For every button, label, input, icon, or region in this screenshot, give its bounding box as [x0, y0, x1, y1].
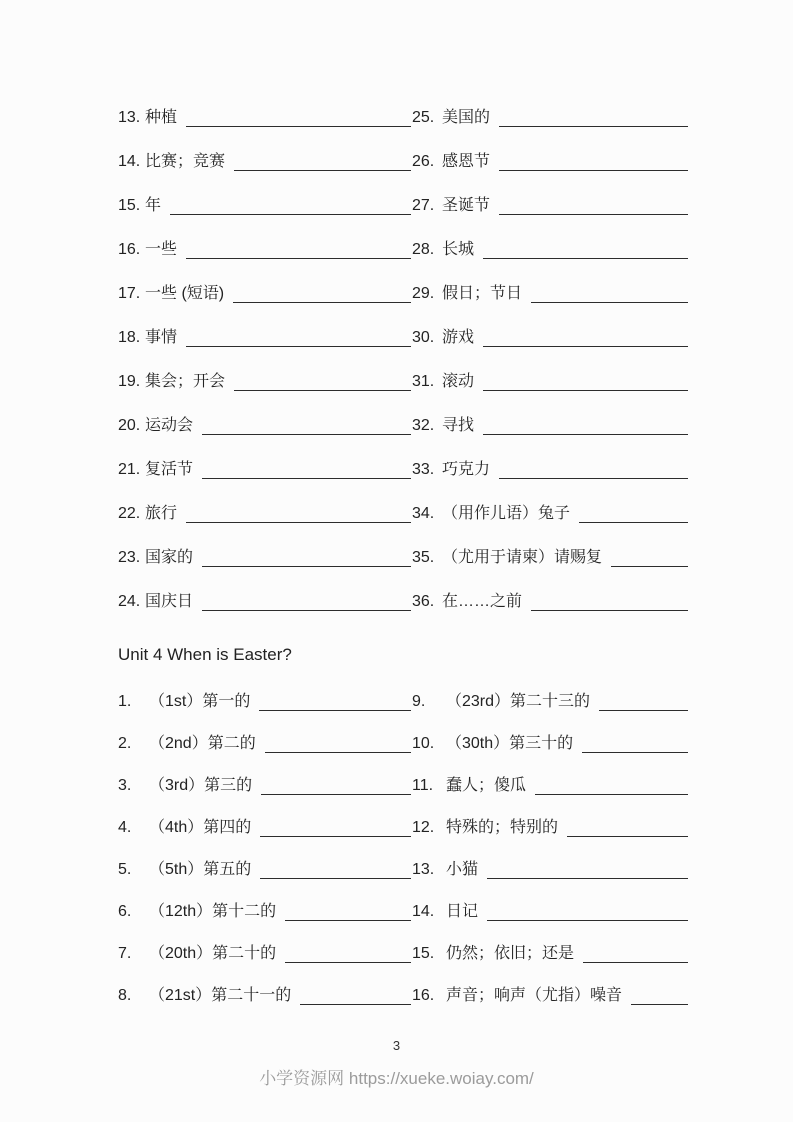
vocab-row: [118, 192, 689, 218]
vocab-row: [118, 856, 689, 882]
vocab-entry-left: [118, 774, 412, 798]
vocab-entry-right: [412, 414, 689, 438]
vocab-entry-right: [412, 546, 689, 570]
item-number: 28.: [412, 241, 435, 258]
vocab-row: [118, 456, 689, 482]
vocab-entry-left: [118, 370, 412, 394]
item-chinese-gloss: （2nd）第二的: [149, 735, 256, 752]
vocab-entry-right: [412, 326, 689, 350]
item-chinese-gloss: （4th）第四的: [149, 819, 252, 836]
unit4-section-title: Unit 4 When is Easter?: [118, 645, 292, 664]
item-chinese-gloss: 圣诞节: [442, 197, 491, 214]
item-chinese-gloss: 国家的: [145, 549, 194, 566]
item-number: 13.: [118, 109, 141, 126]
answer-blank-line: [202, 433, 411, 435]
vocab-entry-left: [118, 732, 412, 756]
vocab-row: [118, 814, 689, 840]
item-number: 16.: [412, 987, 435, 1004]
vocab-entry-right: [412, 690, 689, 714]
vocab-entry-right: [412, 502, 689, 526]
answer-blank-line: [259, 709, 411, 711]
vocab-row: [118, 236, 689, 262]
item-chinese-gloss: 美国的: [442, 109, 491, 126]
item-chinese-gloss: 种植: [145, 109, 178, 126]
item-chinese-gloss: 日记: [446, 903, 479, 920]
vocab-section-items-13-36: [118, 104, 689, 632]
vocab-row: [118, 982, 689, 1008]
answer-blank-line: [261, 793, 411, 795]
answer-blank-line: [499, 169, 688, 171]
item-number: 31.: [412, 373, 435, 390]
vocab-entry-right: [412, 150, 689, 174]
answer-blank-line: [483, 257, 688, 259]
answer-blank-line: [233, 301, 411, 303]
item-number: 23.: [118, 549, 141, 566]
item-number: 35.: [412, 549, 435, 566]
answer-blank-line: [582, 751, 688, 753]
vocab-row: [118, 772, 689, 798]
vocab-entry-left: [118, 816, 412, 840]
vocab-row: [118, 898, 689, 924]
answer-blank-line: [234, 389, 411, 391]
vocab-row: [118, 544, 689, 570]
item-number: 25.: [412, 109, 435, 126]
vocab-entry-right: [412, 458, 689, 482]
answer-blank-line: [170, 213, 411, 215]
item-number: 12.: [412, 819, 435, 836]
item-chinese-gloss: 国庆日: [145, 593, 194, 610]
item-chinese-gloss: 仍然；依旧；还是: [446, 945, 575, 962]
vocab-row: [118, 730, 689, 756]
watermark-site-url: 小学资源网 https://xueke.woiay.com/: [259, 1069, 534, 1088]
item-chinese-gloss: 复活节: [145, 461, 194, 478]
vocab-entry-right: [412, 370, 689, 394]
item-number: 18.: [118, 329, 141, 346]
vocab-entry-left: [118, 502, 412, 526]
item-chinese-gloss: 特殊的；特别的: [446, 819, 559, 836]
item-chinese-gloss: 长城: [442, 241, 475, 258]
vocab-entry-left: [118, 194, 412, 218]
answer-blank-line: [535, 793, 688, 795]
item-chinese-gloss: 集会；开会: [145, 373, 226, 390]
answer-blank-line: [186, 521, 411, 523]
item-number: 26.: [412, 153, 435, 170]
item-number: 15.: [118, 197, 141, 214]
answer-blank-line: [487, 877, 688, 879]
item-number: 3.: [118, 777, 132, 794]
item-chinese-gloss: （21st）第二十一的: [149, 987, 292, 1004]
item-chinese-gloss: 小猫: [446, 861, 479, 878]
item-number: 21.: [118, 461, 141, 478]
answer-blank-line: [499, 213, 688, 215]
item-chinese-gloss: 声音；响声（尤指）噪音: [446, 987, 623, 1004]
item-chinese-gloss: （1st）第一的: [149, 693, 251, 710]
item-chinese-gloss: （尤用于请柬）请赐复: [442, 549, 603, 566]
item-number: 10.: [412, 735, 435, 752]
item-chinese-gloss: （3rd）第三的: [149, 777, 253, 794]
answer-blank-line: [234, 169, 411, 171]
vocab-row: [118, 368, 689, 394]
answer-blank-line: [260, 835, 411, 837]
answer-blank-line: [202, 565, 411, 567]
vocab-entry-right: [412, 942, 689, 966]
item-number: 14.: [118, 153, 141, 170]
vocab-entry-left: [118, 414, 412, 438]
vocab-entry-left: [118, 984, 412, 1008]
item-chinese-gloss: （23rd）第二十三的: [446, 693, 591, 710]
item-chinese-gloss: 感恩节: [442, 153, 491, 170]
vocab-entry-left: [118, 458, 412, 482]
item-number: 22.: [118, 505, 141, 522]
vocab-row: [118, 500, 689, 526]
answer-blank-line: [265, 751, 411, 753]
item-chinese-gloss: 在……之前: [442, 593, 523, 610]
answer-blank-line: [631, 1003, 688, 1005]
vocab-entry-left: [118, 900, 412, 924]
vocab-entry-right: [412, 282, 689, 306]
item-chinese-gloss: 事情: [145, 329, 178, 346]
answer-blank-line: [285, 919, 411, 921]
item-number: 11.: [412, 777, 434, 794]
item-number: 15.: [412, 945, 435, 962]
item-chinese-gloss: 运动会: [145, 417, 194, 434]
vocab-entry-right: [412, 238, 689, 262]
item-number: 6.: [118, 903, 132, 920]
answer-blank-line: [599, 709, 688, 711]
item-number: 30.: [412, 329, 435, 346]
vocab-entry-right: [412, 194, 689, 218]
item-number: 8.: [118, 987, 132, 1004]
vocab-entry-right: [412, 858, 689, 882]
item-number: 33.: [412, 461, 435, 478]
item-number: 32.: [412, 417, 435, 434]
item-number: 14.: [412, 903, 435, 920]
vocab-entry-left: [118, 546, 412, 570]
answer-blank-line: [186, 345, 411, 347]
vocab-entry-right: [412, 590, 689, 614]
vocab-entry-left: [118, 106, 412, 130]
item-number: 7.: [118, 945, 132, 962]
vocab-entry-left: [118, 690, 412, 714]
answer-blank-line: [483, 433, 688, 435]
item-number: 5.: [118, 861, 132, 878]
vocab-row: [118, 104, 689, 130]
item-number: 29.: [412, 285, 435, 302]
vocab-entry-left: [118, 590, 412, 614]
vocab-entry-left: [118, 326, 412, 350]
vocab-row: [118, 148, 689, 174]
item-number: 36.: [412, 593, 435, 610]
answer-blank-line: [260, 877, 411, 879]
item-chinese-gloss: 寻找: [442, 417, 475, 434]
item-number: 1.: [118, 693, 132, 710]
vocab-row: [118, 324, 689, 350]
item-number: 16.: [118, 241, 141, 258]
vocab-entry-right: [412, 732, 689, 756]
item-number: 9.: [412, 693, 426, 710]
vocab-entry-right: [412, 984, 689, 1008]
answer-blank-line: [300, 1003, 411, 1005]
item-chinese-gloss: 巧克力: [442, 461, 491, 478]
vocab-entry-right: [412, 774, 689, 798]
item-chinese-gloss: （用作儿语）兔子: [442, 505, 571, 522]
item-chinese-gloss: （20th）第二十的: [149, 945, 277, 962]
item-chinese-gloss: 年: [145, 197, 162, 214]
vocab-row: [118, 280, 689, 306]
answer-blank-line: [186, 257, 411, 259]
answer-blank-line: [487, 919, 688, 921]
item-number: 27.: [412, 197, 435, 214]
item-chinese-gloss: 旅行: [145, 505, 178, 522]
answer-blank-line: [202, 609, 411, 611]
vocab-entry-left: [118, 282, 412, 306]
answer-blank-line: [483, 389, 688, 391]
item-chinese-gloss: （5th）第五的: [149, 861, 252, 878]
page-number: 3: [392, 1038, 401, 1053]
answer-blank-line: [531, 609, 688, 611]
item-chinese-gloss: （12th）第十二的: [149, 903, 277, 920]
answer-blank-line: [186, 125, 411, 127]
item-chinese-gloss: 蠢人；傻瓜: [446, 777, 527, 794]
item-chinese-gloss: 一些 (短语): [145, 285, 225, 302]
vocab-entry-left: [118, 942, 412, 966]
vocab-row: [118, 940, 689, 966]
answer-blank-line: [531, 301, 688, 303]
vocab-entry-left: [118, 238, 412, 262]
item-number: 4.: [118, 819, 132, 836]
item-chinese-gloss: 比赛；竞赛: [145, 153, 226, 170]
vocab-row: [118, 588, 689, 614]
vocab-entry-left: [118, 150, 412, 174]
vocab-entry-left: [118, 858, 412, 882]
vocab-section-unit4-items-1-16: [118, 688, 689, 1024]
answer-blank-line: [483, 345, 688, 347]
item-number: 19.: [118, 373, 141, 390]
vocab-entry-right: [412, 900, 689, 924]
item-chinese-gloss: 一些: [145, 241, 178, 258]
answer-blank-line: [499, 477, 688, 479]
vocab-entry-right: [412, 816, 689, 840]
item-number: 13.: [412, 861, 435, 878]
answer-blank-line: [611, 565, 688, 567]
answer-blank-line: [579, 521, 688, 523]
item-number: 20.: [118, 417, 141, 434]
item-number: 17.: [118, 285, 141, 302]
item-chinese-gloss: 游戏: [442, 329, 475, 346]
vocab-entry-right: [412, 106, 689, 130]
item-number: 24.: [118, 593, 141, 610]
answer-blank-line: [583, 961, 688, 963]
answer-blank-line: [567, 835, 688, 837]
item-chinese-gloss: （30th）第三十的: [446, 735, 574, 752]
answer-blank-line: [499, 125, 688, 127]
answer-blank-line: [285, 961, 411, 963]
item-chinese-gloss: 滚动: [442, 373, 475, 390]
vocab-row: [118, 412, 689, 438]
vocab-row: [118, 688, 689, 714]
item-number: 2.: [118, 735, 132, 752]
answer-blank-line: [202, 477, 411, 479]
item-number: 34.: [412, 505, 435, 522]
item-chinese-gloss: 假日；节日: [442, 285, 523, 302]
